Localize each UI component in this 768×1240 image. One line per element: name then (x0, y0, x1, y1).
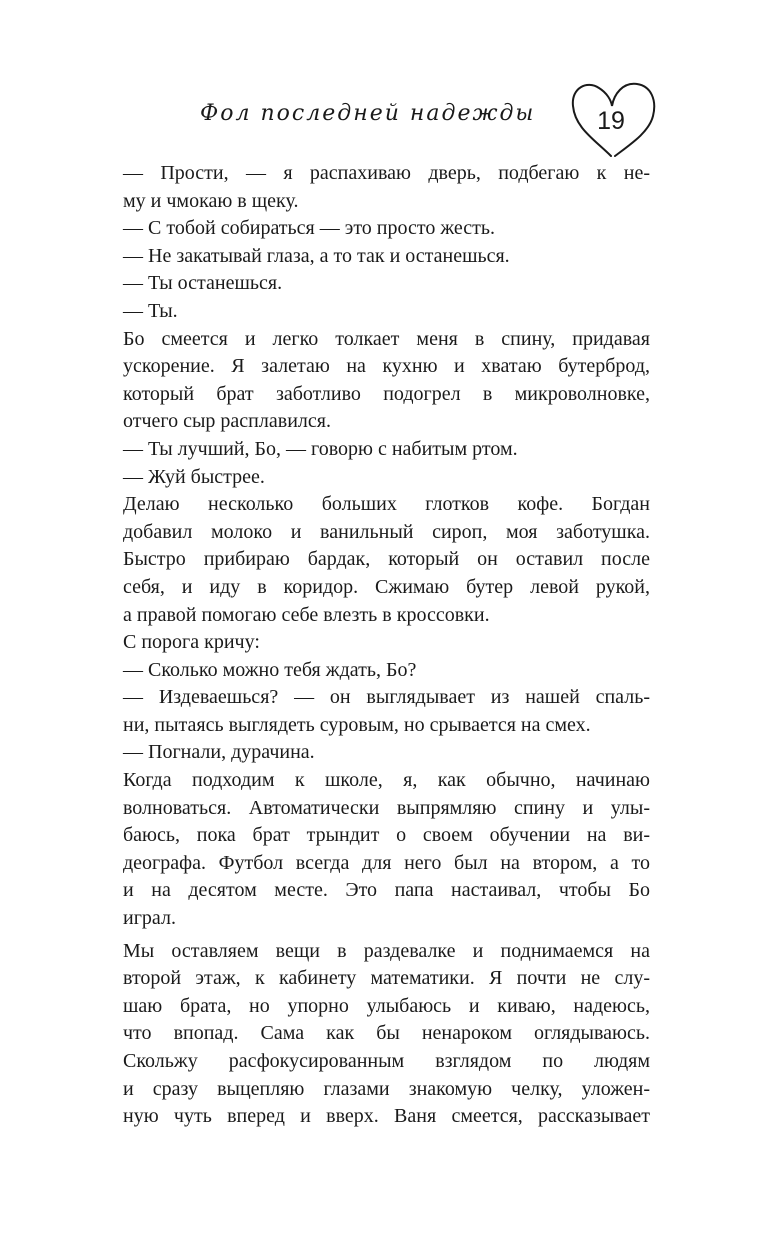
text-line: шаю брата, но упорно улыбаюсь и киваю, надеюсь, (123, 994, 650, 1017)
text-line: Мы оставляем вещи в раздевалке и поднимаемся на (123, 939, 650, 962)
text-line: добавил молоко и ванильный сироп, моя заботушка. (123, 520, 650, 543)
text-line: — Ты. (123, 299, 178, 322)
text-line: Скольжу расфокусированным взглядом по людям (123, 1050, 650, 1072)
text-line: и на десятом месте. Это папа настаивал, чтобы Бо (123, 879, 650, 902)
body-text (123, 160, 650, 1131)
text-line: баюсь, пока брат трындит о своем обучении на ви- (123, 824, 650, 847)
text-line: деографа. Футбол всегда для него был на втором, а то (123, 851, 650, 874)
text-line: — Ты лучший, Бо, — говорю с набитым ртом. (123, 437, 518, 460)
text-line: и сразу выцепляю глазами знакомую челку, уложен- (123, 1077, 650, 1100)
text-line: Делаю несколько больших глотков кофе. Богдан (123, 493, 650, 516)
page-number: 19 (597, 107, 625, 135)
text-line: ную чуть вперед и вверх. Ваня смеется, рассказывает (123, 1105, 650, 1128)
text-line: волноваться. Автоматически выпрямляю спину и улы- (123, 796, 650, 819)
text-line: а правой помогаю себе влезть в кроссовки. (123, 603, 490, 626)
text-line: отчего сыр расплавился. (123, 410, 331, 433)
text-line: ускорение. Я залетаю на кухню и хватаю бутерброд, (123, 355, 650, 378)
text-line: — Издеваешься? — он выглядывает из нашей спаль- (123, 686, 650, 709)
text-line: — Ты останешься. (123, 272, 283, 295)
text-line: — Прости, — я распахиваю дверь, подбегаю к не- (123, 162, 650, 184)
text-line: С порога кричу: (123, 631, 260, 654)
text-line: — Погнали, дурачина. (123, 741, 315, 764)
text-line: — Сколько можно тебя ждать, Бо? (123, 658, 417, 681)
running-title: Фол последней надежды (200, 101, 536, 126)
text-line: Быстро прибираю бардак, который он оставил после (123, 548, 650, 571)
text-line: играл. (123, 907, 176, 930)
text-line: ни, пытаясь выглядеть суровым, но срывается на смех. (123, 713, 591, 736)
text-line: — С тобой собираться — это просто жесть. (123, 217, 496, 240)
text-line: Когда подходим к школе, я, как обычно, начинаю (123, 769, 650, 792)
text-line: себя, и иду в коридор. Сжимаю бутер левой рукой, (123, 575, 650, 598)
text-line: второй этаж, к кабинету математики. Я почти не слу- (123, 967, 650, 990)
text-line: — Не закатывай глаза, а то так и останешься. (123, 244, 510, 267)
text-line: который брат заботливо подогрел в микроволновке, (123, 382, 650, 405)
text-line: Бо смеется и легко толкает меня в спину, придавая (123, 327, 650, 350)
text-line: — Жуй быстрее. (123, 465, 265, 488)
text-line: что впопад. Сама как бы ненароком оглядываюсь. (123, 1022, 650, 1045)
text-line: му и чмокаю в щеку. (123, 189, 299, 212)
